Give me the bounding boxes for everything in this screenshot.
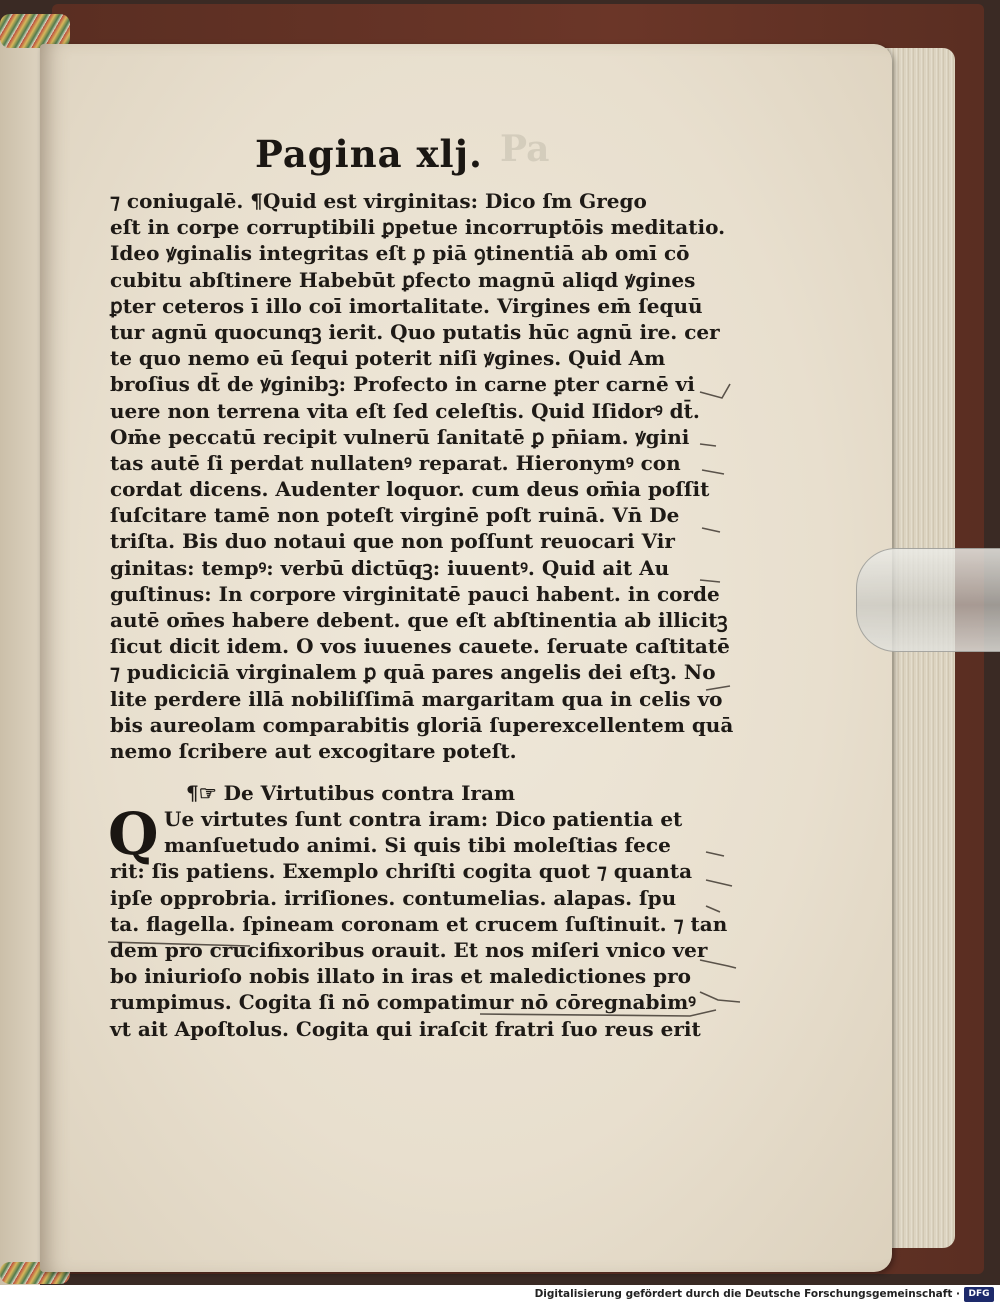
text-line: cordat dicens. Audenter loquor. cum deus om̄ia poſſit	[110, 477, 710, 502]
bleed-through-text: Pa	[500, 128, 550, 170]
text-line: bis aureolam comparabitis gloriā ſuperexcellentem quā	[110, 712, 734, 737]
section-line: vt ait Apoſtolus. Cogita qui iraſcit fratri ſuo reus erit	[110, 1016, 701, 1041]
text-line: eſt in corpe corruptibili ꝑpetue incorruptōis meditatio.	[110, 215, 726, 240]
left-leaf	[0, 40, 40, 1285]
decorated-initial: Q	[108, 800, 159, 868]
text-line: ꝑter ceteros ī illo coī imortalitate. Virgines em̄ ſequū	[110, 293, 703, 318]
text-line: triſta. Bis duo notaui que non poſſunt reuocari Vir	[110, 529, 675, 554]
text-line: broſius dt̄ de ꝟginibꝫ: Profecto in carne ꝑter carnē vi	[110, 372, 695, 397]
main-text-block	[110, 188, 734, 764]
section-heading: ¶☞ De Virtutibus contra Iram	[186, 781, 516, 805]
text-line: cubitu abſtinere Habebūt ꝑfecto magnū aliqd ꝟgines	[110, 267, 696, 292]
text-line: nemo ſcribere aut excogitare poteſt.	[110, 738, 517, 763]
text-line: autē om̄es habere debent. que eſt abſtinentia ab illicitꝫ	[110, 608, 728, 632]
funding-credit: Digitalisierung gefördert durch die Deutsche Forschungsgemeinschaft ·	[534, 1288, 960, 1300]
section-line: ipſe opprobria. irriſiones. contumelias. alapas. ſpu	[110, 885, 677, 910]
text-line: tur agnū quocunqꝫ ierit. Quo putatis hūc agnū ire. cer	[110, 319, 720, 344]
section-line: bo iniurioſo nobis illato in iras et maledictiones pro	[110, 964, 691, 989]
text-line: tas autē ſi perdat nullatenꝰ reparat. Hieronymꝰ con	[110, 450, 681, 475]
text-line: ⁊ coniugalē. ¶Quid est virginitas: Dico ſm Grego	[110, 189, 647, 213]
section-line: dem pro crucifixoribus orauit. Et nos miſeri vnico ver	[110, 937, 708, 962]
page-header: Pagina xlj.	[255, 132, 483, 176]
text-line: uere non terrena vita eſt ſed celeſtis. Quid Iſidorꝰ dt̄.	[110, 398, 700, 423]
text-line: lite perdere illā nobiliſſimā margaritam qua in celis vo	[110, 686, 723, 711]
footer-bar	[0, 1285, 1000, 1306]
text-line: ſuſcitare tamē non poteſt virginē poſt ruinā. Vn̄ De	[110, 503, 680, 528]
clasp-strap	[856, 548, 1000, 652]
text-line: ginitas: tempꝰ: verbū dictūqꝫ: iuuentꝰ. Quid ait Au	[110, 555, 670, 580]
text-line: ſicut dicit idem. O vos iuuenes cauete. ſeruate caſtitatē	[110, 634, 730, 659]
section-line: rit: ſis patiens. Exemplo chriſti cogita quot ⁊ quanta	[110, 859, 693, 884]
section-line: manſuetudo animi. Si quis tibi moleſtias fece	[164, 833, 671, 858]
section-line: ta. flagella. ſpineam coronam et crucem ſuſtinuit. ⁊ tan	[110, 911, 728, 936]
text-line: Om̄e peccatū recipit vulnerū ſanitatē ꝑ pn̄iam. ꝟgini	[110, 424, 690, 449]
section-line: rumpimus. Cogita ſi nō compatimur nō cōregnabimꝰ	[110, 990, 696, 1015]
section-line: Ue virtutes ſunt contra iram: Dico patientia et	[164, 807, 683, 831]
text-line: Ideo ꝟginalis integritas eſt ꝑ piā ꝯtinentiā ab omī cō	[110, 241, 690, 266]
section-text-block	[108, 800, 728, 1042]
text-line: ⁊ pudiciciā virginalem ꝑ quā pares angelis dei eſtꝫ. No	[110, 660, 716, 685]
binding-thread-top	[0, 14, 70, 48]
text-line: te quo nemo eū ſequi poterit niſi ꝟgines. Quid Am	[110, 346, 666, 371]
dfg-logo: DFG	[964, 1287, 994, 1302]
text-line: guſtinus: In corpore virginitatē pauci habent. in corde	[110, 581, 720, 606]
